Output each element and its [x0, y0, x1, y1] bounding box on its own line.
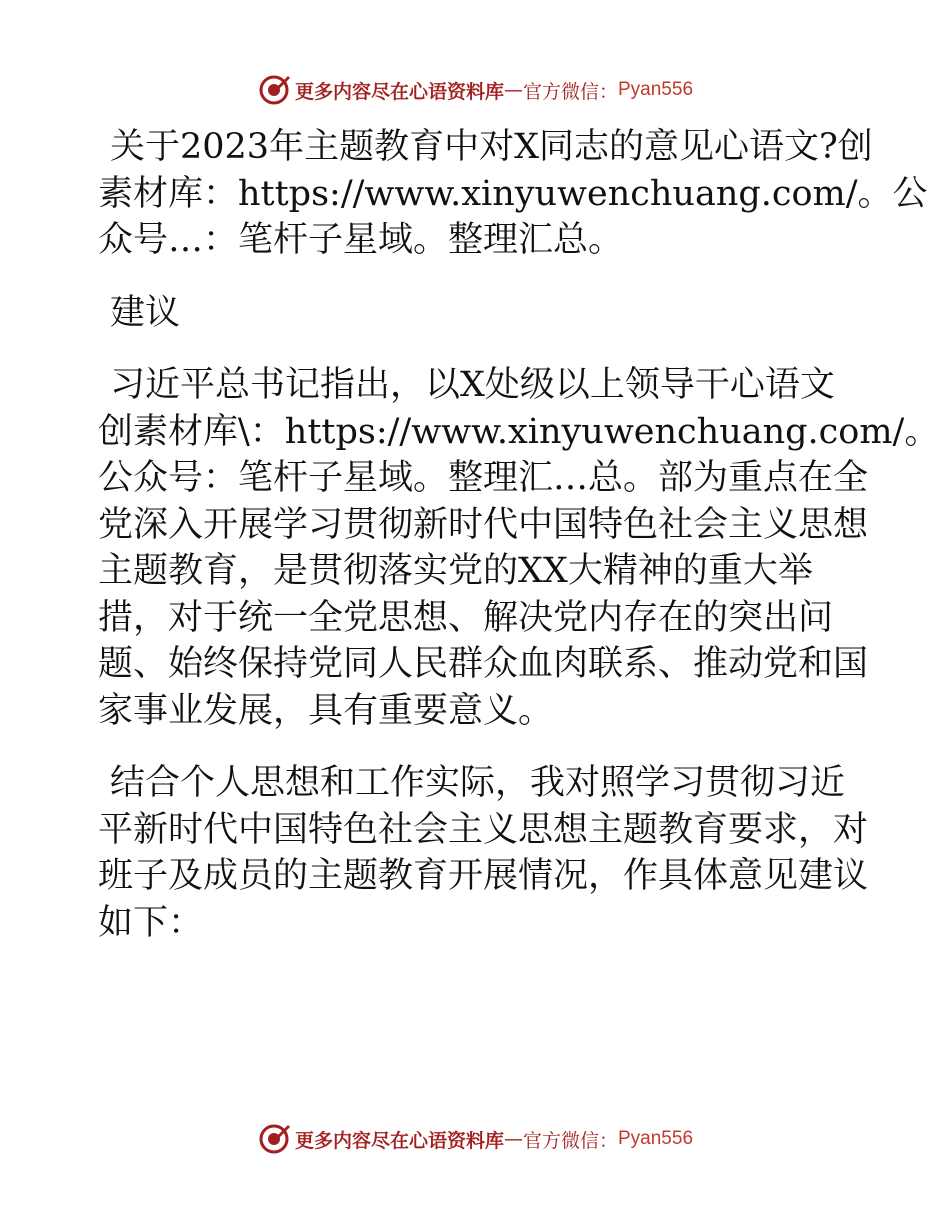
text-line: 关于2023年主题教育中对X同志的意见心语文?创: [110, 127, 873, 167]
text-line: 题、始终保持党同人民群众血肉联系、推动党和国: [98, 644, 869, 684]
paragraph-summary: [98, 760, 869, 946]
watermark-separator: —: [503, 79, 523, 101]
text-line: 建议: [110, 292, 181, 333]
watermark-wechat-id: Pyan556: [618, 79, 694, 100]
watermark-wechat-id: Pyan556: [618, 1128, 694, 1149]
text-line: 结合个人思想和工作实际，我对照学习贯彻习近: [110, 763, 846, 803]
footer-watermark: [0, 1119, 950, 1159]
watermark-official: 官方微信：: [522, 1129, 618, 1152]
text-line: 党深入开展学习贯彻新时代中国特色社会主义思想: [98, 504, 869, 545]
watermark-separator: —: [503, 1128, 523, 1150]
text-line: 素材库：https://www.xinyuwenchuang.com/。公: [98, 173, 928, 214]
paragraph-heading: [98, 290, 858, 337]
paragraph-title: [98, 124, 928, 264]
text-line: 创素材库\：https://www.xinyuwenchuang.com/。: [98, 411, 940, 452]
text-line: 习近平总书记指出，以X处级以上领导干心语文: [110, 365, 835, 405]
watermark-brand: 更多内容尽在心语资料库: [294, 80, 504, 103]
document-body: [98, 124, 940, 972]
text-line: 班子及成员的主题教育开展情况，作具体意见建议: [98, 856, 869, 896]
text-line: 平新时代中国特色社会主义思想主题教育要求，对: [98, 809, 869, 850]
paragraph-intro: [98, 362, 940, 734]
text-line: 众号…：笔杆子星域。整理汇总。: [98, 220, 624, 260]
text-line: 措，对于统一全党思想、解决党内存在的突出问: [98, 597, 834, 638]
pen-circle-logo-icon: [257, 1122, 291, 1156]
text-line: 公众号：笔杆子星域。整理汇…总。部为重点在全: [98, 458, 869, 498]
watermark-brand: 更多内容尽在心语资料库: [294, 1129, 504, 1152]
header-watermark: [0, 70, 950, 110]
pen-circle-logo-icon: [257, 73, 291, 107]
text-line: 家事业发展，具有重要意义。: [98, 690, 554, 731]
watermark-official: 官方微信：: [522, 80, 618, 103]
text-line: 主题教育，是贯彻落实党的XX大精神的重大举: [98, 551, 813, 591]
text-line: 如下：: [98, 902, 204, 943]
